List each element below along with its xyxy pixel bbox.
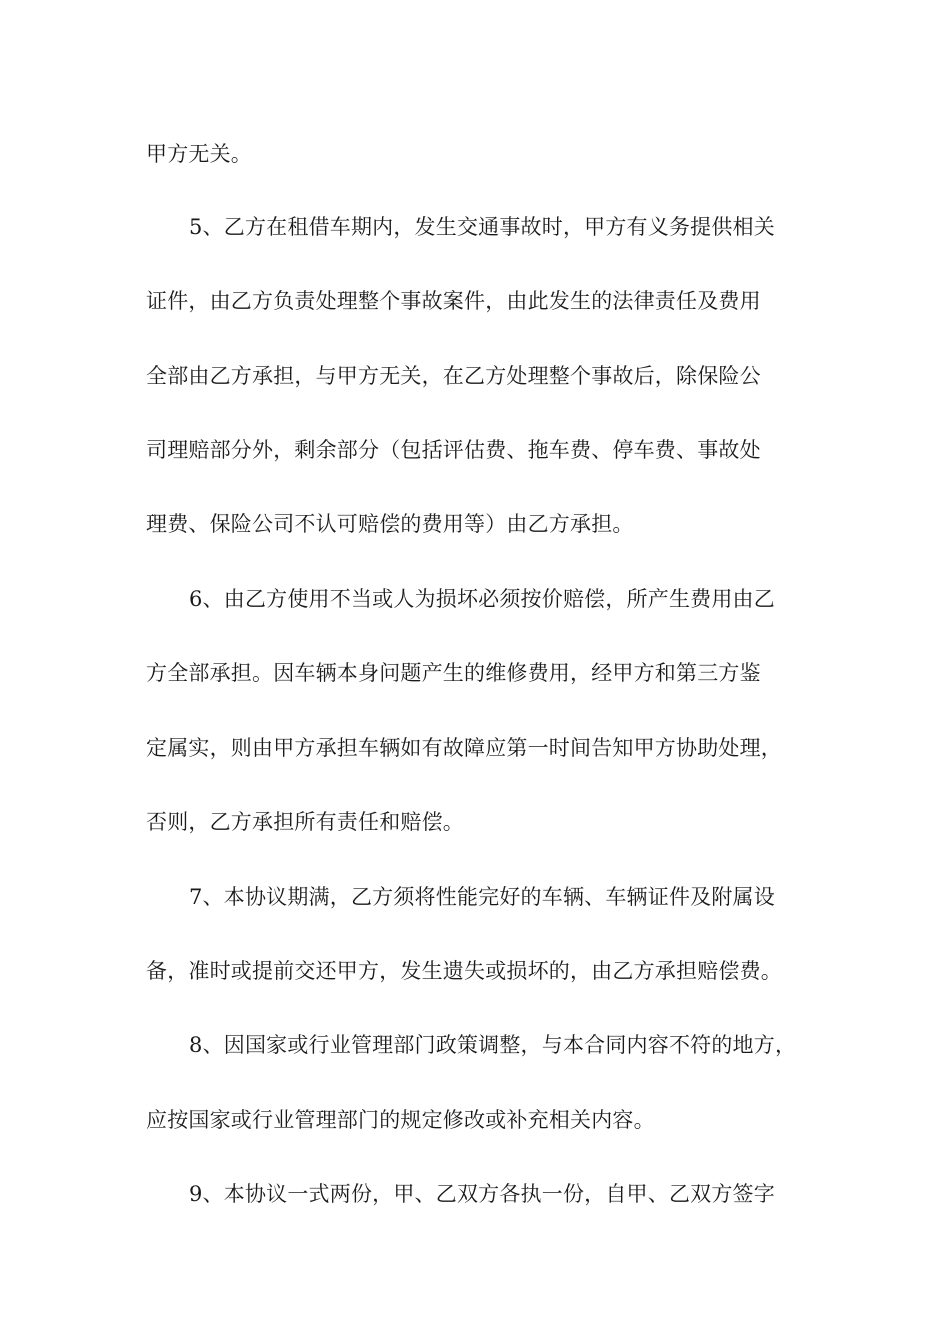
text-line: 应按国家或行业管理部门的规定修改或补充相关内容。 bbox=[146, 1108, 655, 1132]
text-line: 甲方无关。 bbox=[146, 142, 252, 166]
text-line: 全部由乙方承担，与甲方无关，在乙方处理整个事故后，除保险公 bbox=[146, 364, 761, 388]
text-line: 否则，乙方承担所有责任和赔偿。 bbox=[146, 810, 464, 834]
text-line: 定属实，则由甲方承担车辆如有故障应第一时间告知甲方协助处理， bbox=[146, 736, 782, 760]
text-line: 司理赔部分外，剩余部分（包括评估费、拖车费、停车费、事故处 bbox=[146, 438, 761, 462]
clause-7-line: 7、本协议期满，乙方须将性能完好的车辆、车辆证件及附属设 bbox=[189, 885, 775, 909]
clause-5-line: 5、乙方在租借车期内，发生交通事故时，甲方有义务提供相关 bbox=[189, 215, 775, 239]
text-line: 备，准时或提前交还甲方，发生遗失或损坏的，由乙方承担赔偿费。 bbox=[146, 959, 782, 983]
clause-8-line: 8、因国家或行业管理部门政策调整，与本合同内容不符的地方， bbox=[189, 1033, 797, 1057]
text-line: 证件，由乙方负责处理整个事故案件，由此发生的法律责任及费用 bbox=[146, 289, 761, 313]
text-line: 理费、保险公司不认可赔偿的费用等）由乙方承担。 bbox=[146, 512, 634, 536]
clause-9-line: 9、本协议一式两份，甲、乙双方各执一份，自甲、乙双方签字 bbox=[189, 1182, 775, 1206]
text-line: 方全部承担。因车辆本身问题产生的维修费用，经甲方和第三方鉴 bbox=[146, 661, 761, 685]
clause-6-line: 6、由乙方使用不当或人为损坏必须按价赔偿，所产生费用由乙 bbox=[189, 587, 775, 611]
